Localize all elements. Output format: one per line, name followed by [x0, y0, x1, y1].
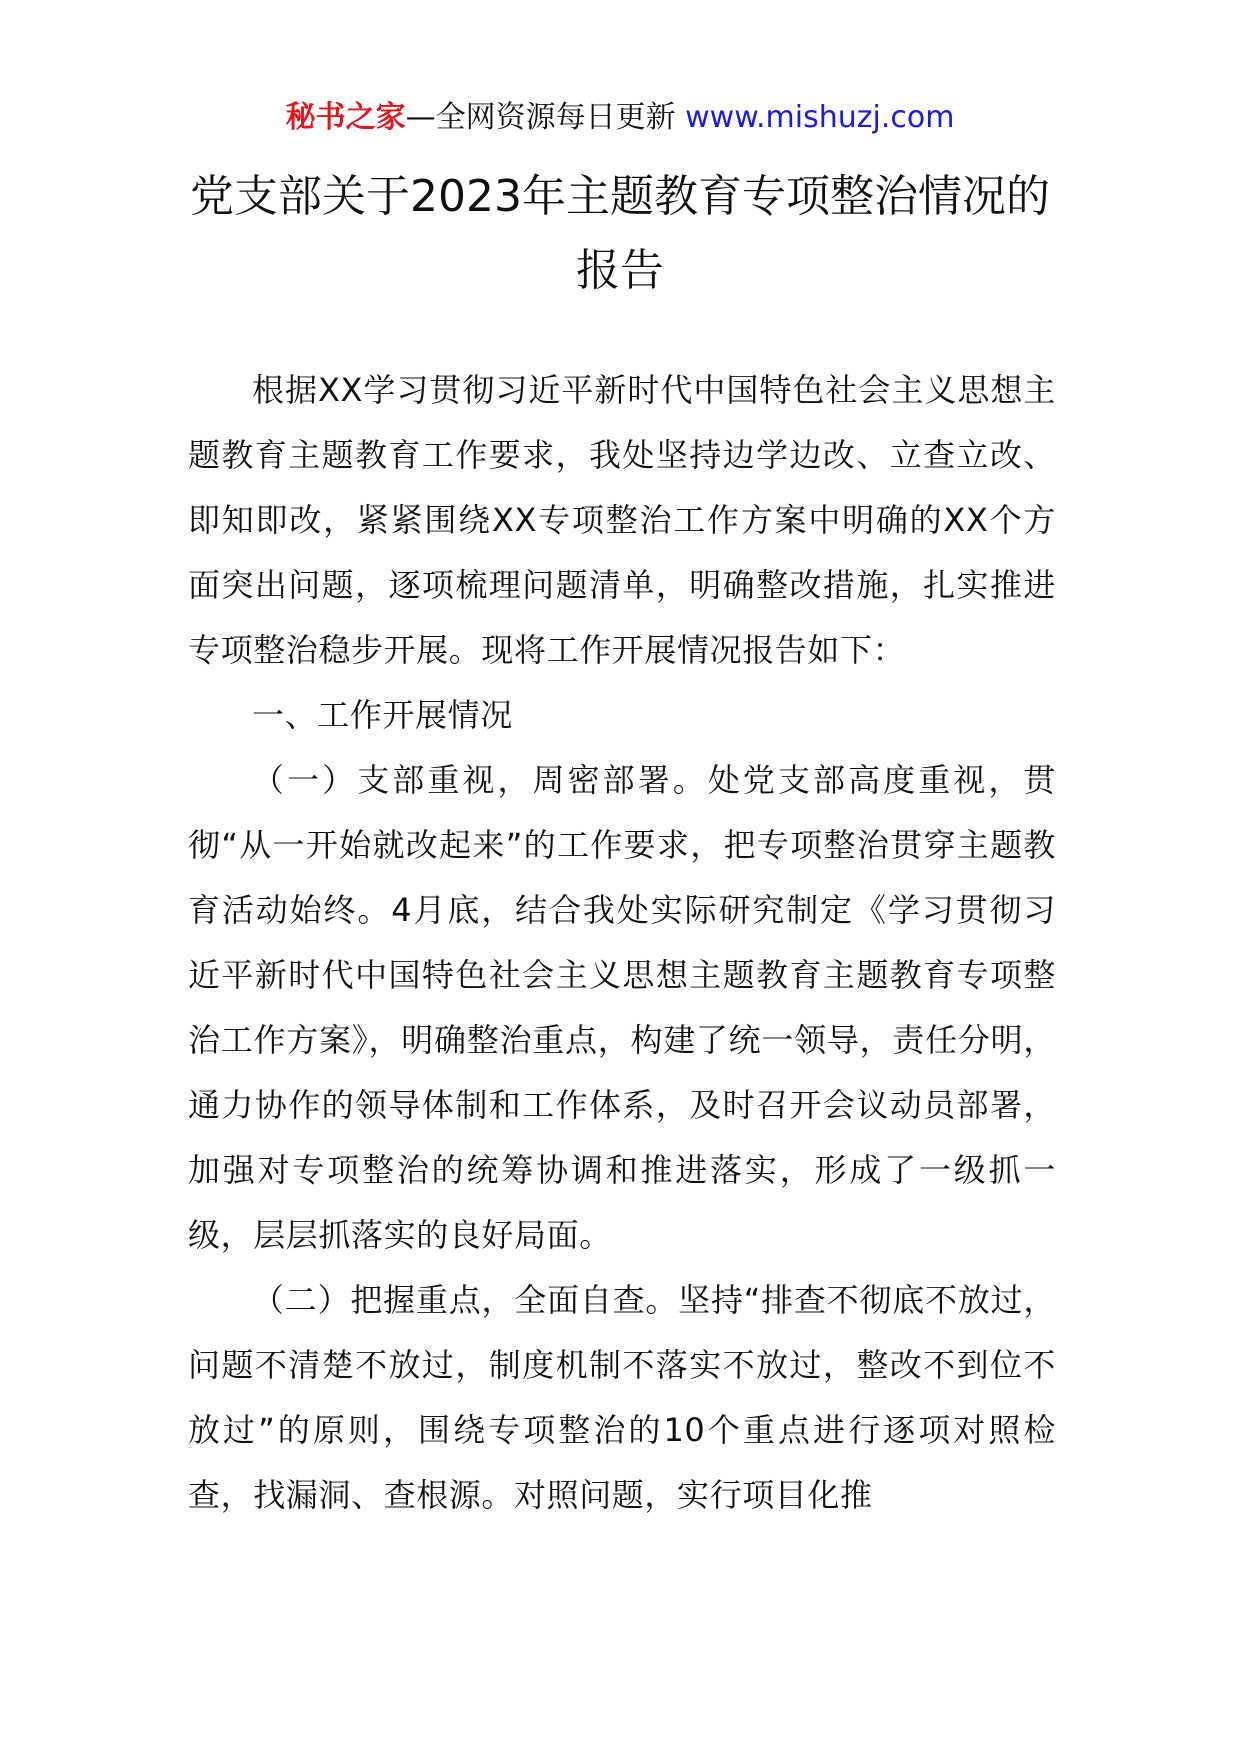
paragraph-item-2: （二）把握重点，全面自查。坚持“排查不彻底不放过，问题不清楚不放过，制度机制不落实不放过，整改不到位不放过”的原则，围绕专项整治的10个重点进行逐项对照检查，找漏洞、查根源。对照问题，实行项目化推 — [188, 1281, 1056, 1514]
brand-name: 秘书之家 — [285, 100, 406, 135]
watermark-header — [0, 98, 1240, 138]
site-url: www.mishuzj.com — [685, 100, 955, 135]
document-title: 党支部关于2023年主题教育专项整治情况的报告 — [190, 171, 1050, 296]
document-body — [188, 358, 1056, 1528]
paragraph-intro: 根据XX学习贯彻习近平新时代中国特色社会主义思想主题教育主题教育工作要求，我处坚持边学边改、立查立改、即知即改，紧紧围绕XX专项整治工作方案中明确的XX个方面突出问题，逐项梳理问题清单，明确整改措施，扎实推进专项整治稳步开展。现将工作开展情况报告如下： — [188, 371, 1056, 669]
section-heading-1: 一、工作开展情况 — [252, 696, 513, 734]
paragraph-item-1: （一）支部重视，周密部署。处党支部高度重视，贯彻“从一开始就改起来”的工作要求，把专项整治贯穿主题教育活动始终。4月底，结合我处实际研究制定《学习贯彻习近平新时代中国特色社会主义思想主题教育主题教育专项整治工作方案》，明确整治重点，构建了统一领导，责任分明，通力协作的领导体制和工作体系，及时召开会议动员部署，加强对专项整治的统筹协调和推进落实，形成了一级抓一级，层层抓落实的良好局面。 — [188, 761, 1056, 1254]
header-tagline: —全网资源每日更新 — [405, 100, 676, 135]
